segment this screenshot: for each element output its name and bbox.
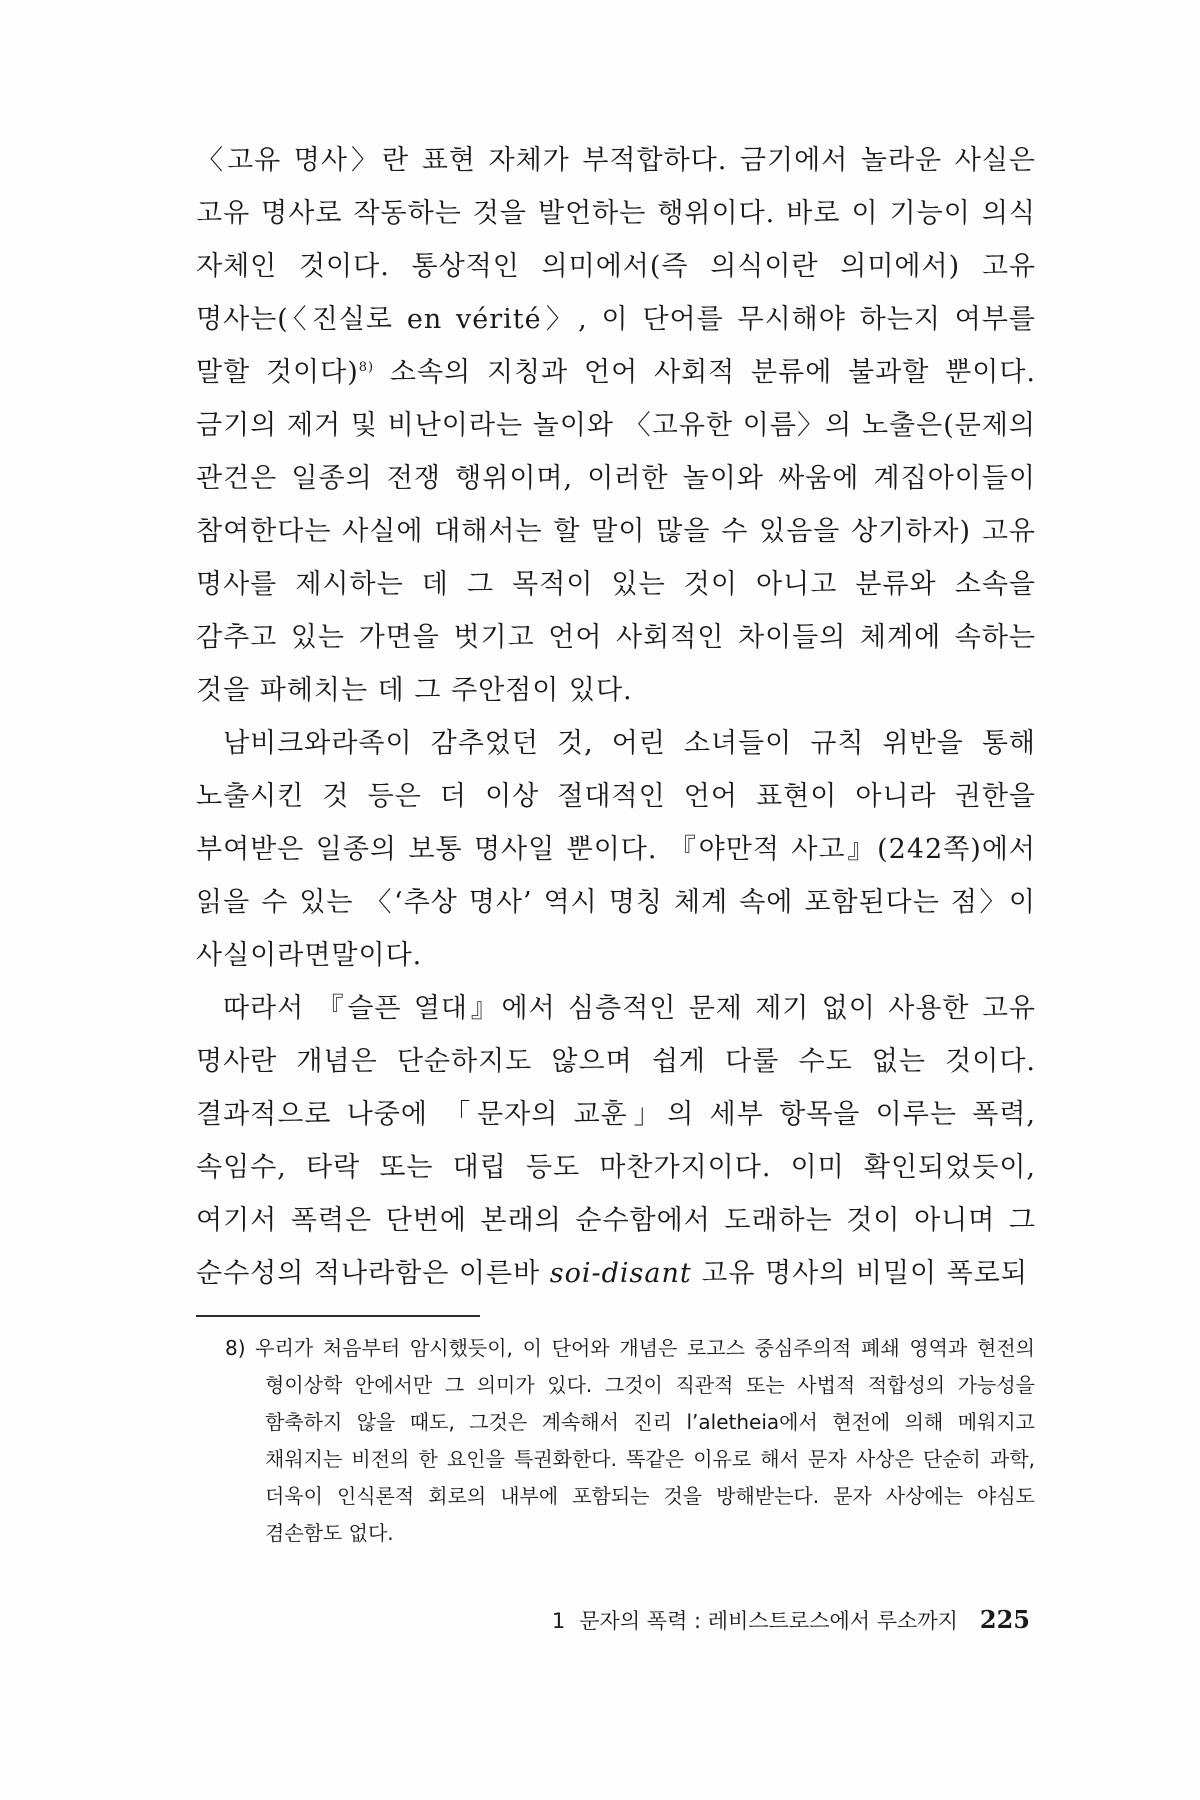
footnote-reference: 8) [358,360,375,375]
paragraph-3 [196,982,1036,1300]
paragraph-1-part-a: 〈고유 명사〉란 표현 자체가 부적합하다. 금기에서 놀라운 사실은 고유 명사로 작동하는 것을 발언하는 행위이다. 바로 이 기능이 의식 자체인 것이다. 통상적인 의미에서(즉 의식이란 의미에서) 고유 명사는(〈진실로 en vérité〉, 이 단어를 무시해야 하는지 여부를 말할 것이다) [196,145,1036,388]
paragraph-2: 남비크와라족이 감추었던 것, 어린 소녀들이 규칙 위반을 통해 노출시킨 것 등은 더 이상 절대적인 언어 표현이 아니라 권한을 부여받은 일종의 보통 명사일 뿐이다. 『야만적 사고』(242쪽)에서 읽을 수 있는 〈‘추상 명사’ 역시 명칭 체계 속에 포함된다는 점〉이 사실이라면말이다. [196,728,1036,971]
page-number: 225 [979,1605,1030,1634]
main-text [196,134,1036,1300]
chapter-number: 1 [551,1609,566,1633]
footnote-divider [196,1315,480,1317]
paragraph-1 [196,134,1036,717]
italic-term: soi-disant [549,1258,692,1289]
chapter-title: 문자의 폭력 : 레비스트로스에서 루소까지 [579,1609,958,1633]
paragraph-1-part-b: 소속의 지칭과 언어 사회적 분류에 불과할 뿐이다. 금기의 제거 및 비난이라는 놀이와 〈고유한 이름〉의 노출은(문제의 관건은 일종의 전쟁 행위이며, 이러한 놀이와 싸움에 계집아이들이 참여한다는 사실에 대해서는 할 말이 많을 수 있음을 상기하자) 고유 명사를 제시하는 데 그 목적이 있는 것이 아니고 분류와 소속을 감추고 있는 가면을 벗기고 언어 사회적인 차이들의 체계에 속하는 것을 파헤치는 데 그 주안점이 있다. [196,357,1036,706]
paragraph-3-part-a: 따라서 『슬픈 열대』에서 심층적인 문제 제기 없이 사용한 고유 명사란 개념은 단순하지도 않으며 쉽게 다룰 수도 없는 것이다. 결과적으로 나중에 「문자의 교훈」의 세부 항목을 이루는 폭력, 속임수, 타락 또는 대립 등도 마찬가지이다. 이미 확인되었듯이, 여기서 폭력은 단번에 본래의 순수함에서 도래하는 것이 아니며 그 순수성의 적나라함은 이른바 [196,993,1036,1289]
paragraph-3-part-b: 고유 명사의 비밀이 폭로되 [691,1258,1028,1289]
footnote-8: 8) 우리가 처음부터 암시했듯이, 이 단어와 개념은 로고스 중심주의적 폐쇄 영역과 현전의 형이상학 안에서만 그 의미가 있다. 그것이 직관적 또는 사법적 적합성의 가능성을 함축하지 않을 때도, 그것은 계속해서 진리 l’aletheia에서 현전에 의해 메워지고 채워지는 비전의 한 요인을 특권화한다. 똑같은 이유로 해서 문자 사상은 단순히 과학, 더욱이 인식론적 회로의 내부에 포함되는 것을 방해받는다. 문자 사상에는 야심도 겸손함도 없다. [225,1336,1035,1545]
running-footer [470,1605,1030,1636]
